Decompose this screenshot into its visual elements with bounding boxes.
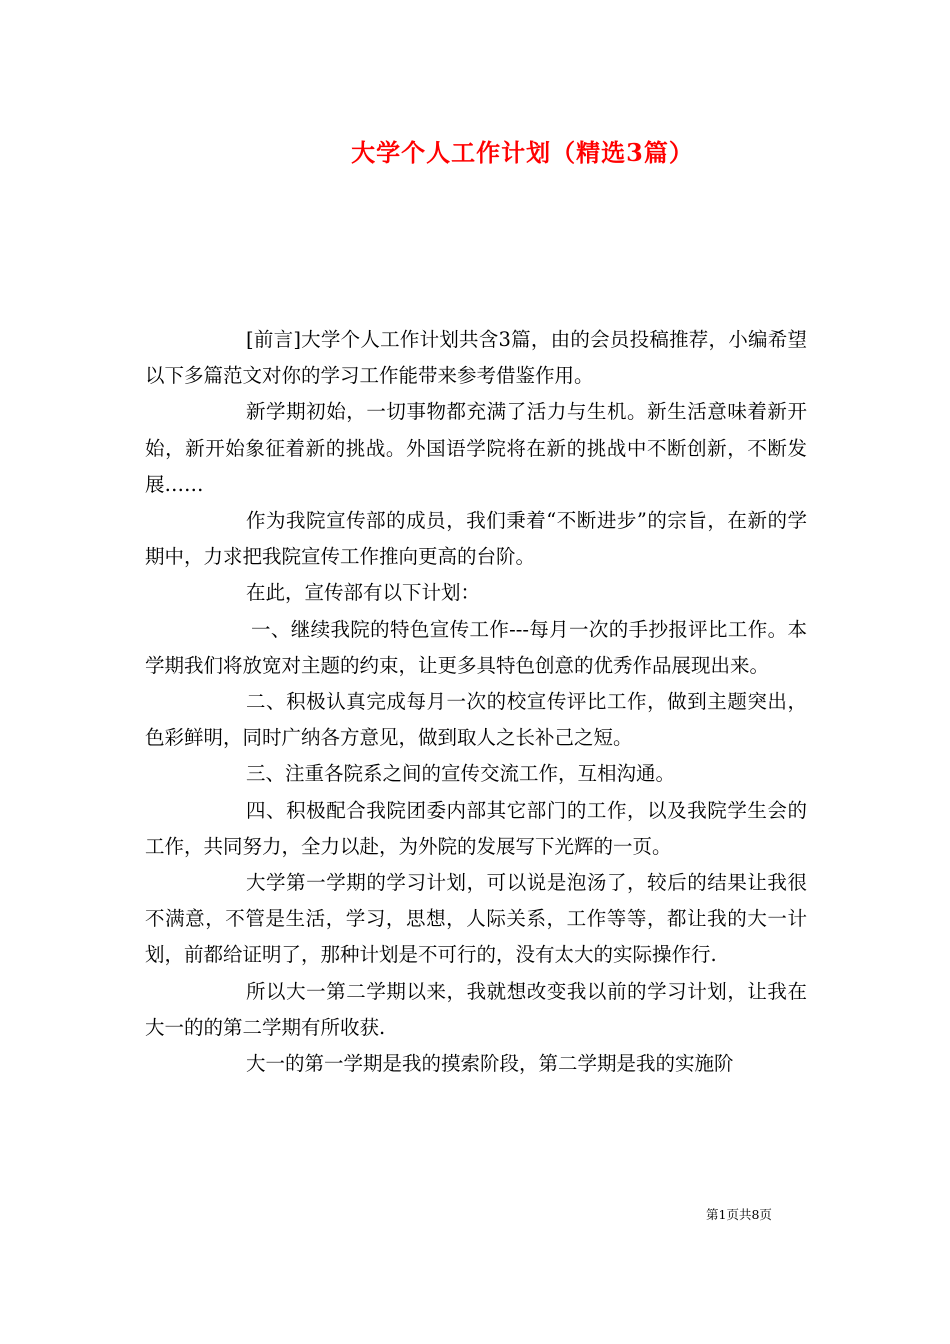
- page-number: 第1页共8页: [706, 1207, 772, 1222]
- paragraph-second-semester: 所以大一第二学期以来，我就想改变我以前的学习计划，让我在大一的的第二学期有所收获.: [145, 979, 807, 1039]
- paragraph-first-semester: 大学第一学期的学习计划，可以说是泡汤了，较后的结果让我很不满意，不管是生活，学习，思想，人际关系，工作等等，都让我的大一计划，前都给证明了，那种计划是不可行的，没有太大的实际操作行.: [145, 871, 807, 967]
- paragraph-new-semester: 新学期初始，一切事物都充满了活力与生机。新生活意味着新开始，新开始象征着新的挑战。外国语学院将在新的挑战中不断创新，不断发展……: [145, 400, 807, 496]
- document-title: 大学个人工作计划（精选3篇）: [351, 138, 694, 167]
- paragraph-plan-1: 一、继续我院的特色宣传工作---每月一次的手抄报评比工作。本学期我们将放宽对主题的约束，让更多具特色创意的优秀作品展现出来。: [145, 617, 807, 677]
- paragraph-plan-2: 二、积极认真完成每月一次的校宣传评比工作，做到主题突出，色彩鲜明，同时广纳各方意见，做到取人之长补己之短。: [145, 690, 807, 750]
- paragraph-plan-4: 四、积极配合我院团委内部其它部门的工作，以及我院学生会的工作，共同努力，全力以赴，为外院的发展写下光辉的一页。: [145, 798, 807, 858]
- paragraph-publicity-dept: 作为我院宣传部的成员，我们秉着“不断进步”的宗旨，在新的学期中，力求把我院宣传工作推向更高的台阶。: [145, 509, 807, 569]
- document-body: [145, 322, 807, 1082]
- paragraph-exploration: 大一的第一学期是我的摸索阶段，第二学期是我的实施阶: [246, 1052, 734, 1076]
- paragraph-plans-intro: 在此，宣传部有以下计划：: [246, 581, 481, 605]
- paragraph-plan-3: 三、注重各院系之间的宣传交流工作，互相沟通。: [246, 762, 676, 786]
- paragraph-preface: [前言]大学个人工作计划共含3篇，由的会员投稿推荐，小编希望以下多篇范文对你的学习工作能带来参考借鉴作用。: [145, 328, 807, 388]
